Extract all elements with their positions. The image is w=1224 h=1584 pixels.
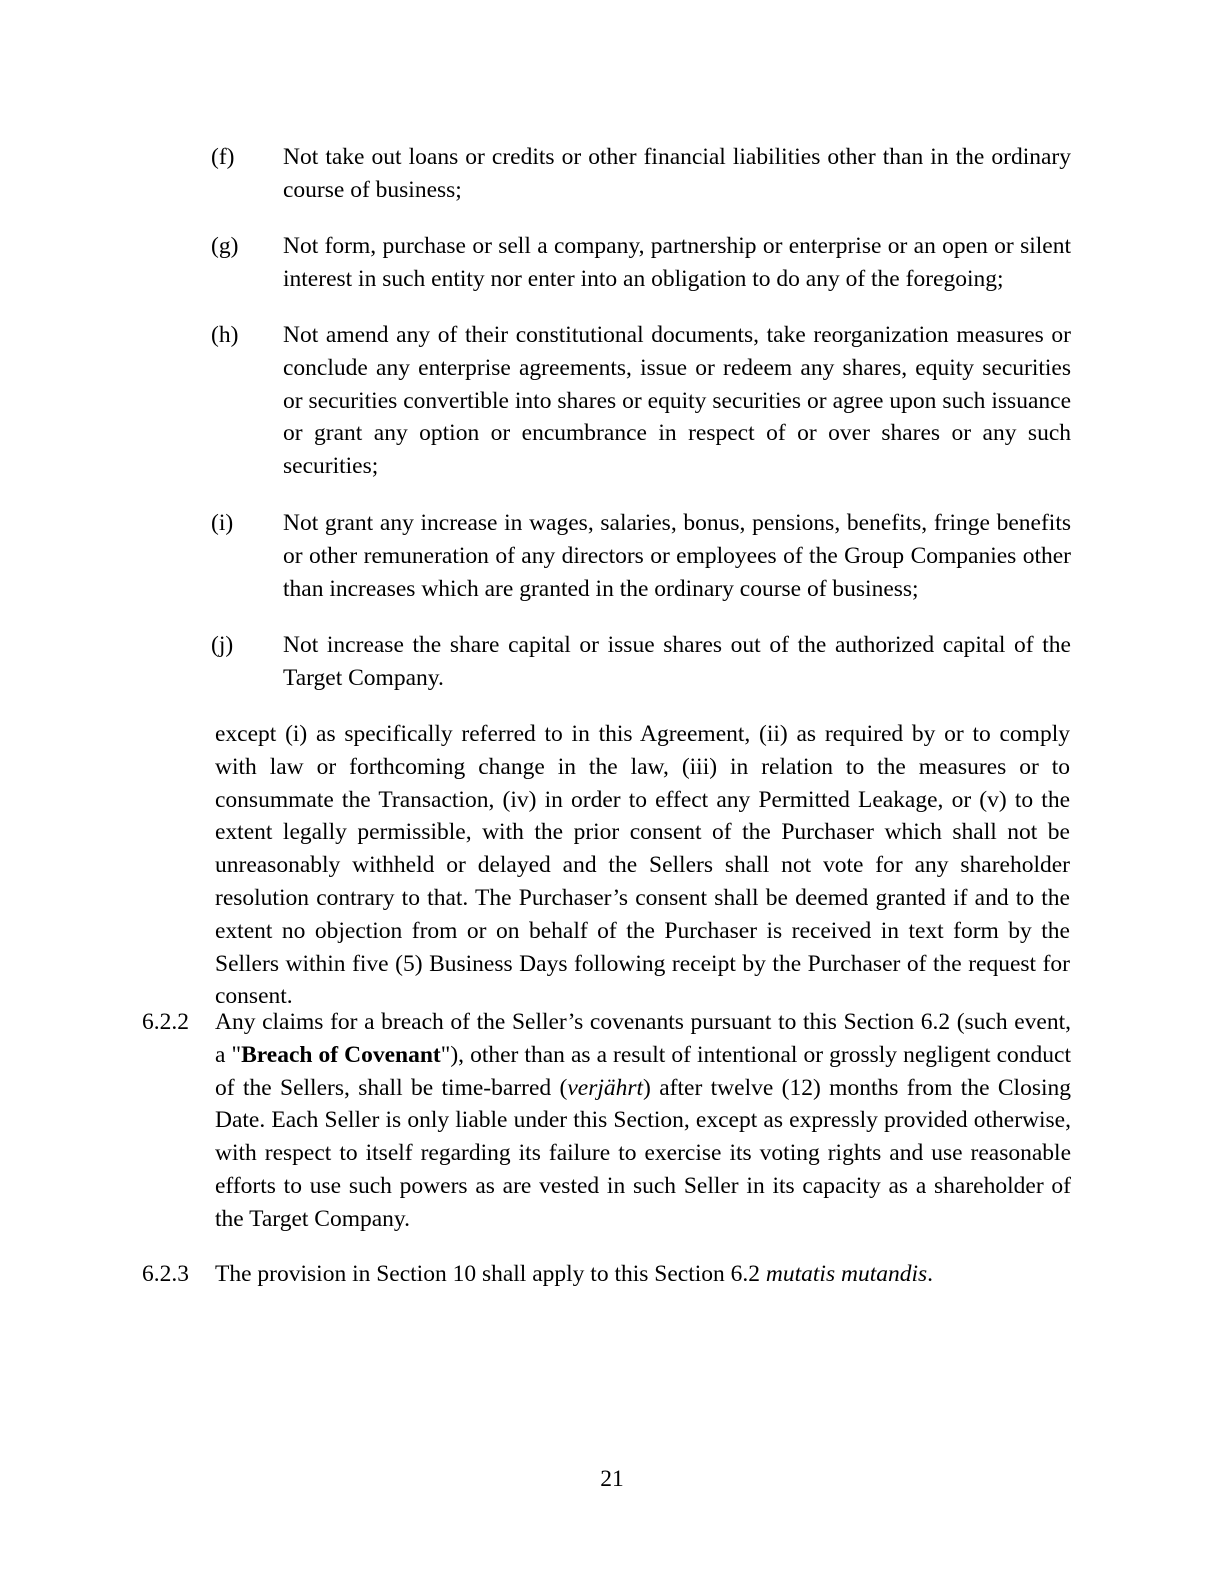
except-paragraph: except (i) as specifically referred to in this Agreement, (ii) as required by or to comply with law or forthcoming change in the law, (iii) in relation to the measures or to consummate the Transaction, (iv) in order to effect any Permitted Leakage, or (v) to the extent legally permissible, with the prior consent of the Purchaser which shall not be unreasonably withheld or delayed and the Sellers shall not vote for any shareholder resolution contrary to that. The Purchaser’s consent shall be deemed granted if and to the extent no objection from or on behalf of the Purchaser is received in text form by the Sellers within five (5) Business Days following receipt by the Purchaser of the request for consent. [215, 721, 1070, 1010]
list-item-h [211, 319, 1071, 483]
item-label: (f) [211, 144, 235, 170]
item-text: Not grant any increase in wages, salaries, bonus, pensions, benefits, fringe benefits or other remuneration of any directors or employees of the Group Companies other than increases which are granted in the ordinary course of business; [283, 510, 1071, 602]
section-text-part: "), other than as a result of intentional or grossly negligent conduct of the Sellers, shall be time-barred ( [215, 1041, 1071, 1101]
item-label: (i) [211, 510, 234, 536]
list-item-i [211, 507, 1071, 605]
item-label: (h) [211, 322, 239, 348]
section-number: 6.2.2 [142, 1009, 189, 1035]
item-label: (j) [211, 632, 234, 658]
item-text: Not increase the share capital or issue shares out of the authorized capital of the Target Company. [283, 632, 1071, 691]
item-text: Not take out loans or credits or other financial liabilities other than in the ordinary course of business; [283, 144, 1071, 203]
section-text-part: Any claims for a breach of the Seller’s covenants pursuant to this Section 6.2 (such event, a " [215, 1009, 1071, 1068]
item-text: Not form, purchase or sell a company, partnership or enterprise or an open or silent interest in such entity nor enter into an obligation to do any of the foregoing; [283, 233, 1071, 292]
list-item-g [211, 230, 1071, 296]
section-text-part: The provision in Section 10 shall apply to this Section 6.2 [215, 1261, 766, 1287]
section-6-2-3 [142, 1258, 1071, 1291]
defined-term: Breach of Covenant [241, 1041, 441, 1068]
german-term: verjährt [567, 1074, 644, 1101]
item-label: (g) [211, 233, 239, 259]
section-text-part: . [927, 1261, 934, 1287]
list-item-f [211, 141, 1071, 207]
section-text [215, 1006, 1071, 1236]
latin-term: mutatis mutandis [765, 1261, 928, 1287]
item-text: Not amend any of their constitutional documents, take reorganization measures or conclude any enterprise agreements, issue or redeem any shares, equity securities or securities convertible into shares or equity securities or agree upon such issuance or grant any option or encumbrance in respect of or over shares or any such securities; [283, 322, 1071, 480]
list-item-j [211, 629, 1071, 695]
section-text [215, 1258, 1071, 1291]
section-number: 6.2.3 [142, 1261, 189, 1287]
section-text-part: ) after twelve (12) months from the Closing Date. Each Seller is only liable under this Section, except as expressly provided otherwise, with respect to itself regarding its failure to exercise its voting rights and use reasonable efforts to use such powers as are vested in such Seller in its capacity as a shareholder of the Target Company. [215, 1074, 1071, 1232]
page-number: 21 [600, 1466, 624, 1492]
section-6-2-2 [142, 1006, 1071, 1236]
